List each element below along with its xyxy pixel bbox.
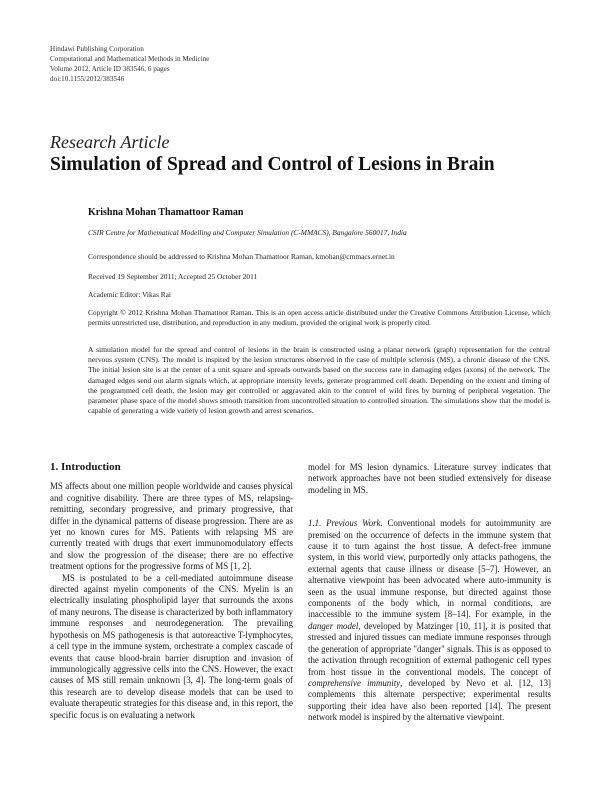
article-type: Research Article <box>50 132 170 152</box>
author-name: Krishna Mohan Thamattoor Raman <box>88 207 244 218</box>
affiliation: CSIR Centre for Mathematical Modelling and Computer Simulation (C-MMACS), Bangalore 560017, India <box>88 228 407 237</box>
paragraph-text: , developed by Nevo et al. [12, 13] complements this alternate perspective; experimental results supporting their idea have also been reported [14]. The present network model is inspired by the alternative viewpoint. <box>308 677 551 723</box>
paragraph: MS is postulated to be a cell-mediated autoimmune disease directed against myelin components of the CNS. Myelin is an electrically insulating phospholipid layer that surrounds the axons of many neurons. The disease is characterized by both inflammatory immune responses and neurodegeneration. The prevailing hypothesis on MS pathogenesis is that autoreactive T-lymphocytes, a cell type in the immune system, orchestrate a complex cascade of events that cause blood-brain barrier disruption and invasion of immunologically aggressive cells into the CNS. However, the exact causes of MS still remain unknown [3, 4]. The long-term goals of this research are to develop disease models that can be used to evaluate therapeutic strategies for this disease and, in this report, the specific focus is on evaluating a network <box>50 572 293 720</box>
subsection-title: 1.1. Previous Work. <box>308 518 383 529</box>
paragraph-text: , developed by Matzinger [10, 11], it is posited that stressed and injured tissues can mediate immune responses through the generation of appropriate "danger" signals. This is as opposed to the activation through recognition of external pathogenic cell types from host tissue in the conventional models. The concept of <box>308 620 551 677</box>
paragraph: model for MS lesion dynamics. Literature survey indicates that network approaches have not been studied extensively for disease modeling in MS. <box>308 462 551 495</box>
paragraph-text: Conventional models for autoimmunity are premised on the occurrence of defects in the immune system that cause it to turn against the host tissue. A defect-free immune system, in this world view, purportedly only attacks pathogens, the external agents that cause illness or disease [5–7]. However, an alternative viewpoint has been advocated where auto-immunity is seen as the usual immune response, but directed against those components of the body which, in normal conditions, are inaccessible to the immune system [8–14]. For example, in the <box>308 518 551 620</box>
volume-info: Volume 2012, Article ID 383546, 6 pages <box>50 65 170 73</box>
subsection-previous-work <box>308 518 551 723</box>
abstract: A simulation model for the spread and control of lesions in the brain is constructed using a planar network (graph) representation for the central nervous system (CNS). The model is inspired by the lesion structures observed in the case of multiple sclerosis (MS), a chronic disease of the CNS. The initial lesion site is at the center of a unit square and spreads outwards based on the success rate in damaging edges (axons) of the network. The damaged edges send out alarm signals which, at appropriate intensity levels, generate programmed cell death. Depending on the extent and timing of the programmed cell death, the lesion may get controlled or aggravated akin to the control of wild fires by burning of peripheral vegetation. The parameter phase space of the model shows smooth transition from uncontrolled situation to controlled situation. The simulations show that the model is capable of generating a wide variety of lesion growth and arrest scenarios. <box>88 345 550 416</box>
publisher: Hindawi Publishing Corporation <box>50 45 144 53</box>
body-column-right <box>308 462 551 724</box>
paragraph: MS affects about one million people worldwide and causes physical and cognitive disability. There are three types of MS, relapsing-remitting, secondary progressive, and primary progressive, that differ in the dynamical patterns of disease progression. There are as yet no known cures for MS. Patients with relapsing MS are currently treated with drugs that exert immunomodulatory effects and slow the progression of the disease; there are no effective treatment options for the progressive forms of MS [1, 2]. <box>50 481 293 572</box>
paper-title: Simulation of Spread and Control of Lesions in Brain <box>50 154 495 175</box>
academic-editor: Academic Editor: Vikas Rai <box>88 290 171 299</box>
doi[interactable]: doi:10.1155/2012/383546 <box>50 75 125 83</box>
body-column-left <box>50 462 293 721</box>
correspondence: Correspondence should be addressed to Krishna Mohan Thamattoor Raman, kmohan@cmmacs.ernet.in <box>88 252 395 261</box>
emphasis-comprehensive-immunity: comprehensive immunity <box>308 677 401 688</box>
received-accepted-dates: Received 19 September 2011; Accepted 25 October 2011 <box>88 272 258 281</box>
emphasis-danger-model: danger model <box>308 620 359 631</box>
journal-name: Computational and Mathematical Methods in Medicine <box>50 55 210 63</box>
section-heading-introduction: 1. Introduction <box>50 461 121 473</box>
journal-header <box>50 44 210 84</box>
copyright-notice: Copyright © 2012 Krishna Mohan Thamattoor Raman. This is an open access article distributed under the Creative Commons Attribution License, which permits unrestricted use, distribution, and reproduction in any medium, provided the original work is properly cited. <box>88 308 550 327</box>
